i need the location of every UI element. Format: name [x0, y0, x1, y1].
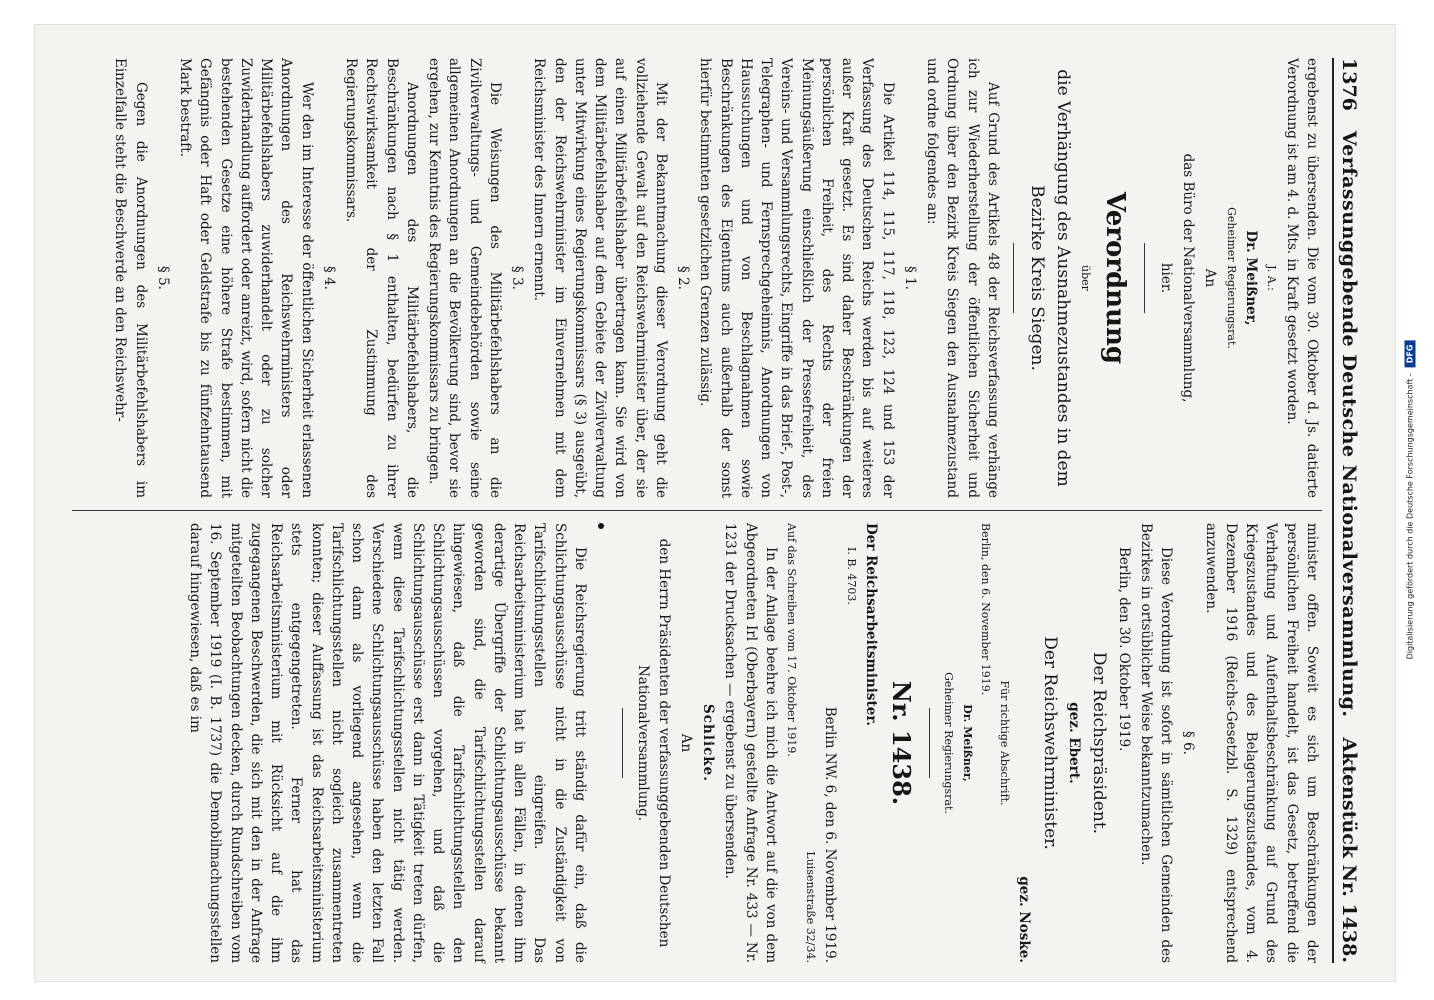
an-line: An — [1202, 268, 1219, 288]
section-heading: § 2. — [675, 266, 692, 290]
paragraph: Die Artikel 114, 115, 117, 118, 123, 124 und 153 der Verfassung des Deutschen Reichs werden bis auf weiteres außer Kraft gesetzt. Es sind daher Beschränkungen der persönlichen Freiheit, des Rechts der freien Meinungsäußerung einschließlich der Pressefreiheit, des Vereins- und Versammlungsrechts, Eingriffe in das Brief-, Post-, Telegraphen- und Fernsprechgeheimnis, Anordnungen von Haussuchungen und von Beschlagnahmen sowie Beschränkungen des Eigentums auch außerhalb der sonst hierfür bestimmten gesetzlichen Grenzen zulässig. — [697, 58, 896, 498]
ordinance-subtitle: die Verhängung des Ausnahmezustandes in dem Bezirke Kreis Siegen. — [1027, 69, 1073, 487]
signer-office: Der Reichswehrminister. — [1039, 636, 1060, 850]
ordinance-heading: Verordnung — [1100, 191, 1131, 365]
paragraph: Die Reichsregierung tritt ständig dafür ein, daß die Schlichtungsausschüsse nicht in die Zuständigkeit von Tarifschlichtungsstellen eingreifen. Das Reichsarbeitsministerium hat in allen Fällen, in denen ihm derartige Übergriffe der Schlichtungsausschüsse bekannt geworden sind, die Tarifschlichtungsstellen darauf hingewiesen, daß die Tarifschlichtungsstellen den Schlichtungsausschüssen vorgehen, und daß die Schlichtungsausschüsse erst dann in Tätigkeit treten dürfen, wenn diese Tarifschlichtungsstellen nicht tätig werden. Verschiedene Schlichtungsausschüsse haben den letzten Fall schon dann als vorliegend angesehen, wenn die Tarifschlichtungsstellen nicht sogleich zusammentreten konnten; dieser Auffassung ist das Reichsarbeitsministerium stets entgegengetreten. Ferner hat das Reichsarbeitsministerium mit Rücksicht auf die ihm zugegangenen Beschwerden, die sich mit den in der Anfrage mitgeteilten Beobachtungen decken, durch Rundschreiben vom 16. September 1919 (I. B. 1737) die Demobilmachungsstellen darauf hingewiesen, daß es im — [187, 523, 588, 963]
date-line: Berlin, den 6. November 1919. — [979, 523, 993, 696]
paragraph: ergebenst zu übersenden. Die vom 30. Oktober d. Js. datierte Verordnung ist am 4. d. Mts. in Kraft gesetzt worden. — [1283, 58, 1320, 498]
divider — [622, 708, 623, 778]
ink-dot — [598, 523, 604, 529]
certification-line: Für richtige Abschrift. — [998, 680, 1011, 806]
signature-title: Geheimer Regierungsrat. — [1224, 207, 1238, 349]
section-heading: § 1. — [902, 266, 918, 290]
document-number: Aktenstück Nr. 1438. — [1338, 737, 1360, 963]
date-line: Berlin NW. 6, den 6. November 1919. — [822, 706, 839, 963]
paragraph: minister offen. Soweit es sich um Beschränkungen der persönlichen Freiheit handelt, ist das Gesetz, betreffend die Verhaftung und Aufenthaltsbeschränkung auf Grund des Kriegszustandes und des Belagerungszustandes, vom 4. Dezember 1916 (Reichs-Gesetzbl. S. 1329) entsprechend anzuwenden. — [1202, 523, 1320, 963]
caption-text: Digitalisierung gefördert durch die Deutsche Forschungsgemeinschaft - — [1405, 373, 1415, 660]
an-line: An — [678, 733, 694, 753]
page-number: 1376 — [1338, 58, 1360, 111]
sender-line: Der Reichsarbeitsminister. — [863, 523, 879, 726]
signature-name: gez. Noske. — [1016, 876, 1033, 963]
paragraph: Mit der Bekanntmachung dieser Verordnung geht die vollziehende Gewalt auf den Reichswehrminister über, der sie auf einen Militärbefehlshaber übertragen kann. Sie wird von dem Militärbefehlshaber auf dem Gebiete der Zivilverwaltung unter Mitwirkung eines Regierungskommissars (§ 3) ausgeübt, den der Reichswehrminister im Einvernehmen mit dem Reichsminister des Innern ernennt. — [531, 58, 669, 498]
paragraph: Die Weisungen des Militärbefehlshabers an die Zivilverwaltungs- und Gemeindebehörden sowie seine allgemeinen Anordnungen an die Bevölkerung sind, bevor sie ergehen, zur Kenntnis des Regierungskommissars zu bringen. — [426, 58, 503, 498]
text-columns — [72, 58, 1322, 963]
addressee: das Büro der Nationalversammlung, — [1180, 153, 1196, 403]
divider — [1145, 243, 1146, 313]
page-header — [1332, 58, 1378, 963]
ueber-line: über — [1079, 265, 1093, 291]
document-heading: Nr. 1438. — [887, 680, 916, 806]
section-heading: § 5. — [155, 266, 171, 290]
divider — [1013, 243, 1014, 313]
section-heading: § 6. — [1180, 731, 1197, 755]
column-divider — [72, 510, 1322, 511]
paragraph: Auf Grund des Artikels 48 der Reichsverfassung verhänge ich zur Wiederherstellung der öffentlichen Sicherheit und Ordnung über den Bezirk Kreis Siegen den Ausnahmezustand und ordne folgendes an: — [924, 58, 1001, 498]
date-line: Berlin, den 30. Oktober 1919. — [1115, 547, 1132, 752]
signature-name: Dr. Meißner, — [1243, 230, 1259, 326]
signature-name: gez. Ebert. — [1066, 702, 1082, 784]
paragraph: Anordnungen des Militärbefehlshabers, die Beschränkungen nach § 1 enthalten, bedürfen zu ihrer Rechtswirksamkeit der Zustimmung des Regierungskommissars. — [343, 58, 420, 498]
reference-number: I. B. 4703. — [844, 547, 858, 605]
paragraph: Diese Verordnung ist sofort in sämtlichen Gemeinden des Bezirkes in ortsüblicher Weise bekanntzumachen. — [1138, 523, 1175, 963]
right-column — [72, 523, 1322, 963]
signature-name: Dr. Meißner, — [961, 704, 974, 782]
paragraph: In der Anlage beehre ich mich die Antwort auf die von dem Abgeordneten Irl (Oberbayern) gestellte Anfrage Nr. 433 — Nr. 1231 der Drucksachen — ergebenst zu übersenden. — [722, 523, 779, 963]
speck — [592, 523, 612, 963]
signature-name: Schlicke. — [700, 704, 717, 782]
section-heading: § 3. — [509, 266, 526, 290]
reference-line: Auf das Schreiben vom 17. Oktober 1919. — [785, 523, 799, 757]
addressee: den Herrn Präsidenten der verfassunggebenden Deutschen Nationalversammlung. — [635, 538, 672, 948]
rotated-document-page — [36, 18, 1396, 998]
ia-line: J. A.: — [1265, 265, 1279, 291]
left-column — [72, 58, 1322, 498]
signer-office: Der Reichspräsident. — [1089, 651, 1110, 835]
paragraph: Gegen die Anordnungen des Militärbefehlshabers im Einzelfalle steht die Beschwerde an den Reichswehr- — [112, 58, 149, 498]
address-line: Luisenstraße 32/34. — [804, 851, 817, 963]
paragraph: Wer den im Interesse der öffentlichen Sicherheit erlassenen Anordnungen des Reichswehrministers oder Militärbefehlshabers zuwiderhandelt oder zu solcher Zuwiderhandlung auffordert oder anreizt, wird, sofern nicht die bestehenden Gesetze eine höhere Strafe bestimmen, mit Gefängnis oder Haft oder Geldstrafe bis zu fünfzehntausend Mark bestraft. — [177, 58, 315, 498]
journal-title: Verfassunggebende Deutsche Nationalversammlung. — [1338, 130, 1360, 718]
divider — [929, 708, 930, 778]
section-heading: § 4. — [321, 266, 337, 290]
signature-title: Geheimer Regierungsrat. — [942, 672, 956, 814]
dfg-logo: DFG — [1405, 341, 1416, 368]
hier-line: hier. — [1157, 262, 1174, 294]
